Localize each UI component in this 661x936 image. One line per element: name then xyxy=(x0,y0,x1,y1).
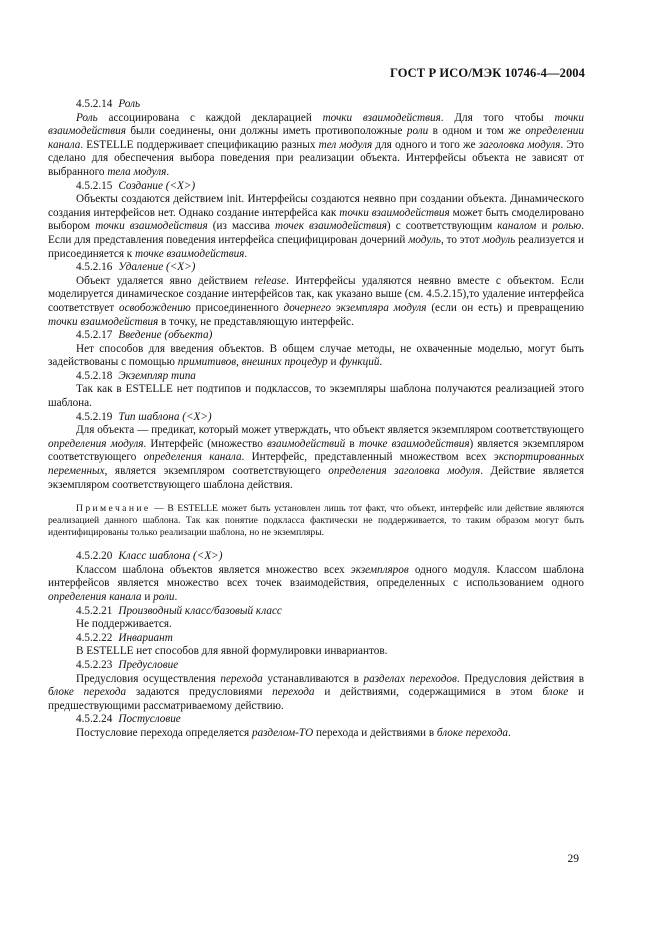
italic-term: Роль xyxy=(76,111,98,124)
text-run: , является экземпляром соответствующего xyxy=(104,465,329,478)
italic-term: точки взаимодействия xyxy=(322,111,441,124)
italic-term: точки взаимодействия xyxy=(48,315,159,328)
italic-term: точки взаимодействия xyxy=(48,111,584,138)
note-text: — В ESTELLE может быть установлен лишь тот факт, что объект, интерфейс или действие являются реализацией данного шаблона. Так как понятие подкласса фактически не поддерживается, то таким образом могут быть идентифицированы только реализации шаблона, но не экземпляры. xyxy=(48,503,584,539)
section-heading xyxy=(48,98,584,112)
text-run: ) с соответствующим xyxy=(386,220,498,233)
section-heading xyxy=(48,605,584,619)
text-run: . ESTELLE поддерживает спецификацию разных xyxy=(80,138,319,151)
paragraph xyxy=(48,673,584,714)
italic-term: определения канала xyxy=(48,591,142,603)
note xyxy=(48,503,584,539)
text-run: , то этот xyxy=(440,233,483,246)
text-run: перехода и действиями в xyxy=(313,726,437,739)
paragraph xyxy=(48,193,584,261)
section-number: 4.5.2.15 xyxy=(76,179,113,192)
text-run: . Интерфейс (множество xyxy=(143,437,267,450)
text-run: устанавливаются в xyxy=(262,672,364,685)
page-number: 29 xyxy=(567,853,579,865)
text-run: Не поддерживается. xyxy=(76,618,172,631)
section-number: 4.5.2.24 xyxy=(76,713,113,726)
italic-term: каналом xyxy=(497,220,537,233)
text-run: и действиями, содержащимися в этом xyxy=(314,686,543,699)
text-run: (если он есть) и превращению xyxy=(426,301,584,314)
italic-term: точки взаимодействия xyxy=(95,220,208,233)
section-title: Введение (объекта) xyxy=(118,329,213,342)
text-run: Постусловие перехода определяется xyxy=(76,726,252,739)
paragraph xyxy=(48,424,584,492)
section-heading xyxy=(48,550,584,564)
italic-term: блоке перехода xyxy=(436,726,508,739)
italic-term: внешних процедур xyxy=(241,356,328,369)
section-number: 4.5.2.17 xyxy=(76,329,113,342)
note-label: Примечание xyxy=(76,503,151,515)
text-run: и xyxy=(536,220,553,233)
text-run: . Интерфейс, представленный множеством всех xyxy=(241,451,494,464)
text-run: . xyxy=(174,591,178,603)
text-run: . xyxy=(244,247,248,260)
text-run: задаются предусловиями xyxy=(126,686,273,699)
italic-term: разделах переходов xyxy=(363,672,457,685)
paragraph xyxy=(48,618,584,632)
text-run: ) является экземпляром соответствующего xyxy=(48,437,584,464)
italic-term: блоке перехода xyxy=(48,686,127,699)
section-heading xyxy=(48,370,584,384)
text-run: может быть смоделировано выбором xyxy=(48,206,584,233)
section-number: 4.5.2.20 xyxy=(76,550,113,563)
section-heading xyxy=(48,659,584,673)
italic-term: функций xyxy=(339,356,380,369)
italic-term: тела модуля xyxy=(107,165,167,178)
section-title: Инвариант xyxy=(118,631,173,644)
italic-term: роли xyxy=(406,125,429,138)
paragraph xyxy=(48,112,584,180)
document-body xyxy=(48,98,584,741)
italic-term: заголовка модуля xyxy=(478,138,561,151)
section-number: 4.5.2.16 xyxy=(76,261,113,274)
italic-term: примитивов xyxy=(177,356,237,369)
section-title: Создание (<X>) xyxy=(118,179,196,192)
section-heading xyxy=(48,411,584,425)
italic-term: разделом-ТО xyxy=(251,726,314,739)
text-run: . xyxy=(166,165,170,178)
text-run: В ESTELLE нет способов для явной формулировки инвариантов. xyxy=(76,645,388,658)
section-title: Производный класс/базовый класс xyxy=(118,604,282,617)
italic-term: модуль xyxy=(408,233,441,246)
paragraph xyxy=(48,343,584,370)
text-run: реализуется и присоединяется к xyxy=(48,233,584,260)
section-number: 4.5.2.21 xyxy=(76,604,113,617)
text-run: . Для того чтобы xyxy=(440,111,555,124)
text-run: Объект удаляется явно действием xyxy=(76,274,255,287)
italic-term: блоке xyxy=(542,686,569,699)
section-heading xyxy=(48,329,584,343)
section-heading xyxy=(48,261,584,275)
section-heading xyxy=(48,632,584,646)
text-run: . Если для представления поведения интерфейса специфицирован дочерний xyxy=(48,220,584,246)
document-header: ГОСТ Р ИСО/МЭК 10746-4—2004 xyxy=(389,66,585,80)
italic-term: освобождению xyxy=(119,301,191,314)
italic-term: роли xyxy=(153,591,175,603)
italic-term: определения модуля xyxy=(48,437,144,450)
italic-term: точки взаимодействия xyxy=(339,206,450,219)
italic-term: определения канала xyxy=(143,451,242,464)
paragraph xyxy=(48,727,584,741)
text-run: в одном и том же xyxy=(428,125,526,138)
italic-term: точек взаимодействия xyxy=(275,220,387,233)
italic-term: дочернего экземпляра модуля xyxy=(283,301,427,314)
italic-term: экспортированных переменных xyxy=(48,451,585,478)
text-run: Объекты создаются действием init. Интерфейсы создаются неявно при создании объекта. Динамического создания интерфейсов нет. Однако создание интерфейса как xyxy=(48,193,584,219)
text-run: присоединенного xyxy=(190,301,284,314)
text-run: для одного и того же xyxy=(372,138,479,151)
section-title: Тип шаблона (<X>) xyxy=(118,410,212,423)
text-run: одного модуля. Классом шаблона интерфейсов является множество всех точек взаимодействия, определенных с использованием одного xyxy=(48,563,584,590)
paragraph xyxy=(48,564,584,605)
section-title: Постусловие xyxy=(118,713,181,726)
text-run: , xyxy=(236,356,242,369)
section-number: 4.5.2.23 xyxy=(76,658,113,671)
italic-term: взаимодействий xyxy=(266,437,346,450)
text-run: Предусловия осуществления xyxy=(76,672,221,685)
italic-term: перехода xyxy=(220,672,263,685)
italic-term: определении канала xyxy=(48,125,584,151)
paragraph xyxy=(48,645,584,659)
italic-term: тел модуля xyxy=(318,138,373,151)
italic-term: точке взаимодействия xyxy=(358,437,470,450)
section-number: 4.5.2.22 xyxy=(76,631,113,644)
text-run: были соединены, они должны иметь противоположные xyxy=(125,125,407,138)
text-run: Для объекта — предикат, который может утверждать, что объект является экземпляром соответствующего xyxy=(76,424,584,437)
paragraph xyxy=(48,383,584,410)
paragraph xyxy=(48,275,584,329)
italic-term: точке взаимодействия xyxy=(135,247,245,260)
section-number: 4.5.2.14 xyxy=(76,98,113,110)
section-title: Роль xyxy=(118,98,141,110)
text-run: Нет способов для введения объектов. В общем случае методы, не охваченные моделью, могут быть задействованы с помощью xyxy=(48,342,584,369)
italic-term: release xyxy=(254,274,287,287)
section-title: Предусловие xyxy=(118,658,179,671)
text-run: в точку, не представляющую интерфейс. xyxy=(158,315,354,328)
text-run: . Предусловия действия в xyxy=(456,672,584,685)
text-run: . xyxy=(507,726,511,739)
section-heading xyxy=(48,713,584,727)
text-run: ассоциирована с каждой декларацией xyxy=(97,111,323,124)
section-title: Экземпляр типа xyxy=(118,369,196,382)
italic-term: перехода xyxy=(272,686,315,699)
italic-term: модуль xyxy=(482,233,516,246)
text-run: Классом шаблона объектов является множество всех xyxy=(76,563,351,576)
section-heading xyxy=(48,180,584,194)
text-run: . Это сделано для обеспечения выбора поведения при реализации объекта. Интерфейсы объекта не зависят от выбранного xyxy=(48,138,584,178)
section-title: Класс шаблона (<X>) xyxy=(118,550,223,563)
italic-term: ролью xyxy=(552,220,582,233)
text-run: и предшествующими рассматриваемому действию. xyxy=(48,686,585,712)
italic-term: экземпляров xyxy=(350,563,409,576)
text-run: и xyxy=(327,356,340,369)
section-number: 4.5.2.19 xyxy=(76,410,113,423)
text-run: . Действие является экземпляром соответствующего шаблона действия. xyxy=(48,465,584,491)
text-run: . Интерфейсы удаляются неявно вместе с объектом. Если моделируется динамическое создание интерфейсов так, как указано выше (см. 4.5.2.15),то удаление интерфейса соответствует xyxy=(48,274,585,314)
text-run: (из массива xyxy=(207,220,276,233)
text-run: . xyxy=(379,356,383,369)
text-run: и xyxy=(141,591,154,603)
text-run: в xyxy=(345,437,359,450)
section-title: Удаление (<X>) xyxy=(118,261,196,274)
text-run: Так как в ESTELLE нет подтипов и подклассов, то экземпляры шаблона получаются реализацией этого шаблона. xyxy=(48,383,584,410)
section-number: 4.5.2.18 xyxy=(76,369,113,382)
italic-term: определения заголовка модуля xyxy=(328,465,481,478)
